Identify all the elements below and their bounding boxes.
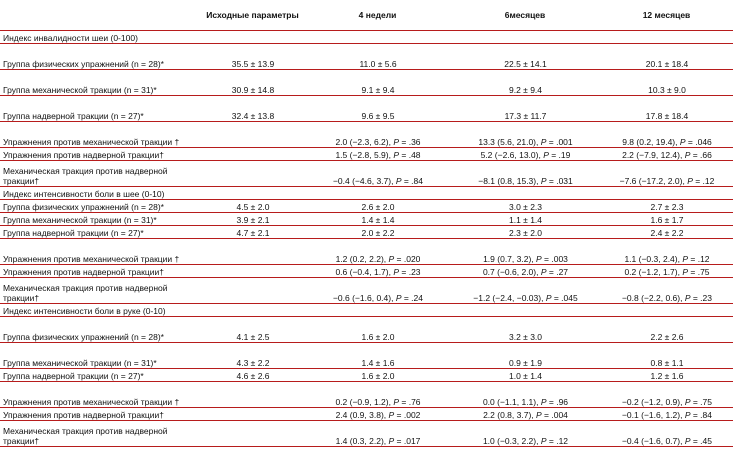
row-label: Механическая тракция против надверной тракции† xyxy=(3,426,168,446)
row-label: Упражнения против надверной тракции† xyxy=(3,267,164,277)
table-cell: 2.2 (0.8, 3.7), P = .004 xyxy=(483,410,568,420)
row-label: Группа надверной тракции (n = 27)* xyxy=(3,371,144,381)
table-cell: 9.6 ± 9.5 xyxy=(361,111,395,121)
table-cell xyxy=(600,187,733,200)
table-cell: 2.2 (−7.9, 12.4), P = .66 xyxy=(622,150,712,160)
table-row xyxy=(0,369,733,382)
table-cell: 1.4 ± 1.4 xyxy=(361,215,395,225)
row-label: Упражнения против надверной тракции† xyxy=(3,150,164,160)
row-label: Упражнения против механической тракции † xyxy=(3,397,180,407)
table-cell xyxy=(200,304,305,317)
table-cell: −8.1 (0.8, 15.3), P = .031 xyxy=(478,176,573,186)
table-cell xyxy=(305,187,450,200)
table-cell: 1.6 ± 2.0 xyxy=(361,332,395,342)
header-cell-baseline: Исходные параметры xyxy=(206,10,299,20)
table-cell xyxy=(450,304,600,317)
table-cell xyxy=(450,187,600,200)
table-cell: 11.0 ± 5.6 xyxy=(359,59,397,69)
table-cell: 0.8 ± 1.1 xyxy=(650,358,684,368)
row-label: Группа физических упражнений (n = 28)* xyxy=(3,332,164,342)
table-cell: −1.2 (−2.4, −0.03), P = .045 xyxy=(473,293,578,303)
table-cell: 17.8 ± 18.4 xyxy=(645,111,689,121)
table-cell: 10.3 ± 9.0 xyxy=(648,85,686,95)
table-cell xyxy=(305,31,450,44)
table-row xyxy=(0,408,733,421)
table-cell: 30.9 ± 14.8 xyxy=(231,85,275,95)
table-cell: 2.0 (−2.3, 6.2), P = .36 xyxy=(335,137,421,147)
table-row xyxy=(0,382,733,408)
row-label: Упражнения против механической тракции † xyxy=(3,137,180,147)
table-row xyxy=(0,278,733,304)
table-cell: 9.2 ± 9.4 xyxy=(508,85,543,95)
table-cell: −0.1 (−1.6, 1.2), P = .84 xyxy=(621,410,713,420)
header-cell-12-months: 12 месяцев xyxy=(642,10,691,20)
row-label: Группа надверной тракции (n = 27)* xyxy=(3,111,144,121)
table-cell xyxy=(600,31,733,44)
row-label: Группа физических упражнений (n = 28)* xyxy=(3,59,164,69)
row-label: Механическая тракция против надверной тракции† xyxy=(3,166,168,186)
table-row xyxy=(0,161,733,187)
table-cell: 1.1 ± 1.4 xyxy=(508,215,543,225)
table-cell: 4.3 ± 2.2 xyxy=(236,358,270,368)
table-cell xyxy=(200,265,305,278)
table-cell: −7.6 (−17.2, 2.0), P = .12 xyxy=(619,176,715,186)
table-cell xyxy=(200,408,305,421)
table-cell xyxy=(200,278,305,304)
row-label: Группа надверной тракции (n = 27)* xyxy=(3,228,144,238)
table-cell: 35.5 ± 13.9 xyxy=(231,59,275,69)
table-cell: 1.4 (0.3, 2.2), P = .017 xyxy=(335,436,421,446)
table-cell: 22.5 ± 14.1 xyxy=(504,59,547,69)
table-cell: 0.6 (−0.4, 1.7), P = .23 xyxy=(335,267,421,277)
header-row xyxy=(0,0,733,31)
table-cell: −0.4 (−4.6, 3.7), P = .84 xyxy=(332,176,424,186)
table-cell: 5.2 (−2.6, 13.0), P = .19 xyxy=(480,150,571,160)
row-label: Группа механической тракции (n = 31)* xyxy=(3,215,157,225)
section-row xyxy=(0,187,733,200)
table-cell: 0.2 (−1.2, 1.7), P = .75 xyxy=(624,267,710,277)
table-cell: 2.0 ± 2.2 xyxy=(361,228,395,238)
table-cell: 4.5 ± 2.0 xyxy=(236,202,270,212)
header-cell-label xyxy=(0,0,200,31)
row-label: Упражнения против механической тракции † xyxy=(3,254,180,264)
section-label: Индекс интенсивности боли в руке (0-10) xyxy=(3,306,166,316)
table-body xyxy=(0,31,733,447)
header-cell-4-weeks: 4 недели xyxy=(358,10,397,20)
header-cell-6-months: 6месяцев xyxy=(504,10,546,20)
table-cell: 3.2 ± 3.0 xyxy=(508,332,543,342)
table-cell xyxy=(200,382,305,408)
table-cell xyxy=(305,304,450,317)
table-cell xyxy=(200,187,305,200)
table-cell: 0.7 (−0.6, 2.0), P = .27 xyxy=(482,267,569,277)
table-cell: 1.9 (0.7, 3.2), P = .003 xyxy=(483,254,568,264)
table-cell: 1.4 ± 1.6 xyxy=(361,358,395,368)
table-cell: 2.2 ± 2.6 xyxy=(650,332,684,342)
row-label: Упражнения против надверной тракции† xyxy=(3,410,164,420)
section-label: Индекс инвалидности шеи (0-100) xyxy=(3,33,138,43)
table-cell: 1.0 (−0.3, 2.2), P = .12 xyxy=(482,436,569,446)
table-row xyxy=(0,96,733,122)
table-row xyxy=(0,317,733,343)
table-cell: 13.3 (5.6, 21.0), P = .001 xyxy=(478,137,573,147)
table-row xyxy=(0,200,733,213)
table-row xyxy=(0,239,733,265)
table-cell: 9.8 (0.2, 19.4), P = .046 xyxy=(622,137,712,147)
table-cell: 17.3 ± 11.7 xyxy=(504,111,547,121)
table-cell: 1.5 (−2.8, 5.9), P = .48 xyxy=(335,150,421,160)
table-cell: 20.1 ± 18.4 xyxy=(645,59,689,69)
table-row xyxy=(0,70,733,96)
table-cell xyxy=(200,161,305,187)
table-cell: 4.7 ± 2.1 xyxy=(236,228,270,238)
section-row xyxy=(0,31,733,44)
table-cell: 2.4 (0.9, 3.8), P = .002 xyxy=(335,410,421,420)
row-label: Группа механической тракции (n = 31)* xyxy=(3,358,157,368)
table-cell: 1.1 (−0.3, 2.4), P = .12 xyxy=(624,254,710,264)
table-cell: 1.6 ± 2.0 xyxy=(361,371,395,381)
table-cell xyxy=(600,304,733,317)
table-cell: −0.2 (−1.2, 0.9), P = .75 xyxy=(621,397,713,407)
table-cell: 2.7 ± 2.3 xyxy=(650,202,684,212)
table-cell xyxy=(200,239,305,265)
section-label: Индекс интенсивности боли в шее (0-10) xyxy=(3,189,165,199)
table-cell: 3.9 ± 2.1 xyxy=(236,215,270,225)
table-cell: 1.6 ± 1.7 xyxy=(650,215,684,225)
table-cell: 3.0 ± 2.3 xyxy=(508,202,543,212)
table-cell: 4.1 ± 2.5 xyxy=(236,332,270,342)
table-cell: 1.2 ± 1.6 xyxy=(650,371,684,381)
table-cell: 9.1 ± 9.4 xyxy=(361,85,395,95)
section-row xyxy=(0,304,733,317)
table-cell xyxy=(200,122,305,148)
table-cell: 1.0 ± 1.4 xyxy=(508,371,543,381)
table-cell: 0.0 (−1.1, 1.1), P = .96 xyxy=(482,397,569,407)
row-label: Механическая тракция против надверной тракции† xyxy=(3,283,168,303)
table-cell: 1.2 (0.2, 2.2), P = .020 xyxy=(335,254,421,264)
table-row xyxy=(0,265,733,278)
table-row xyxy=(0,421,733,447)
table-row xyxy=(0,44,733,70)
table-row xyxy=(0,213,733,226)
table-cell xyxy=(450,31,600,44)
table-cell: −0.6 (−1.6, 0.4), P = .24 xyxy=(332,293,424,303)
table-cell: 32.4 ± 13.8 xyxy=(231,111,275,121)
table-cell: −0.4 (−1.6, 0.7), P = .45 xyxy=(621,436,713,446)
table-cell: 4.6 ± 2.6 xyxy=(236,371,270,381)
table-row xyxy=(0,226,733,239)
table-cell: 2.4 ± 2.2 xyxy=(650,228,684,238)
table-row xyxy=(0,343,733,369)
table-cell xyxy=(200,421,305,447)
table-cell: −0.8 (−2.2, 0.6), P = .23 xyxy=(621,293,713,303)
table-cell: 2.3 ± 2.0 xyxy=(508,228,543,238)
row-label: Группа физических упражнений (n = 28)* xyxy=(3,202,164,212)
row-label: Группа механической тракции (n = 31)* xyxy=(3,85,157,95)
table-cell: 0.9 ± 1.9 xyxy=(508,358,543,368)
table-cell: 2.6 ± 2.0 xyxy=(361,202,395,212)
table-row xyxy=(0,148,733,161)
table-cell xyxy=(200,148,305,161)
table-cell: 0.2 (−0.9, 1.2), P = .76 xyxy=(335,397,421,407)
table-cell xyxy=(200,31,305,44)
table-row xyxy=(0,122,733,148)
